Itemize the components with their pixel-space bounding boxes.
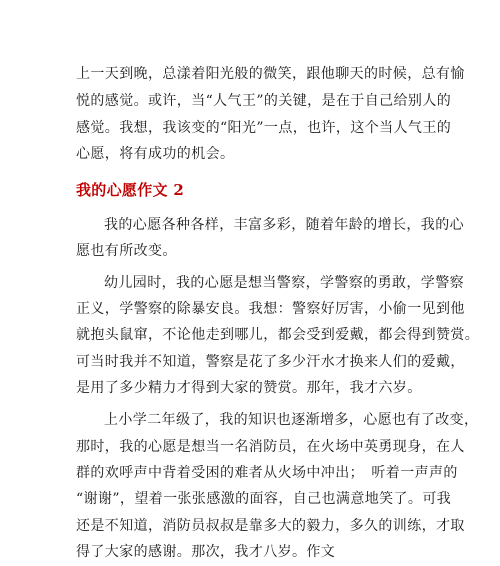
text-line: 心愿，将有成功的机会。: [76, 146, 235, 162]
text-line: 我的心愿各种各样，丰富多彩，随着年龄的增长，我的心: [104, 217, 464, 233]
text-line: 还是不知道，消防员叔叔是靠多大的毅力，多久的训练，才取: [76, 518, 465, 534]
section-heading: 我的心愿作文 2: [76, 181, 185, 199]
text-line: 可当时我并不知道，警察是花了多少汗水才换来人们的爱戴，: [76, 354, 465, 370]
text-line: 幼儿园时，我的心愿是想当警察，学警察的勇敢，学警察: [104, 275, 464, 291]
text-line: 愿也有所改变。: [76, 243, 177, 259]
text-line: 得了大家的感谢。那次，我才八岁。作文: [76, 544, 336, 560]
text-line: 那时，我的心愿是想当一名消防员，在火场中英勇现身，在人: [76, 439, 465, 455]
text-line: 正义，学警察的除暴安良。我想：警察好厉害，小偷一见到他: [76, 301, 465, 317]
text-line: 群的欢呼声中背着受困的难者从火场中冲出； 听着一声声的: [76, 465, 458, 481]
text-line: 感觉。我想，我该变的“阳光”一点，也许，这个当人气王的: [76, 120, 452, 136]
text-line: 悦的感觉。或许，当“人气王”的关键，是在于自己给别人的: [76, 93, 452, 109]
text-line: 上小学二年级了，我的知识也逐渐增多，心愿也有了改变，: [104, 412, 479, 428]
text-line: 是用了多少精力才得到大家的赞赏。那年，我才六岁。: [76, 380, 422, 396]
text-line: 上一天到晚，总漾着阳光般的微笑，跟他聊天的时候，总有愉: [76, 66, 465, 82]
text-line: “谢谢”，望着一张张感激的面容，自己也满意地笑了。可我: [76, 491, 452, 507]
text-line: 就抱头鼠窜，不论他走到哪儿，都会受到爱戴，都会得到赞赏。: [76, 327, 480, 343]
